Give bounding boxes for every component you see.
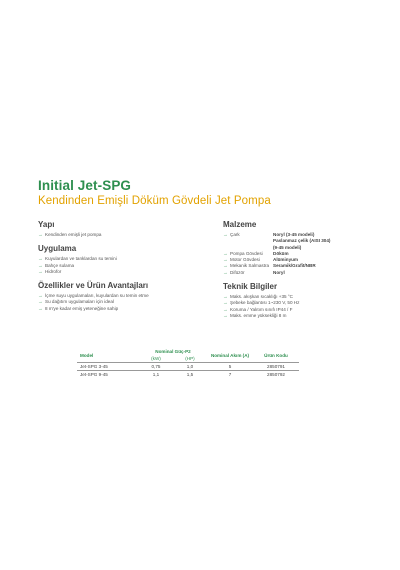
list-item: → Hidrofor: [38, 268, 62, 274]
arrow-icon: →: [223, 257, 228, 263]
cell-amp: 5: [207, 363, 253, 371]
arrow-icon: →: [38, 305, 43, 311]
section-ozellikler: [38, 281, 223, 312]
list-item: → Kuyulardan ve tanklardan su temini: [38, 256, 117, 262]
arrow-icon: →: [38, 256, 43, 262]
list-item: → Kendinden emişli jet pompa: [38, 232, 102, 237]
table-row: [77, 371, 299, 379]
page-title: Initial Jet-SPG: [38, 178, 132, 193]
arrow-icon: →: [223, 300, 228, 306]
list-item: → Bahçe sulama: [38, 262, 75, 268]
arrow-icon: →: [38, 232, 43, 237]
arrow-icon: →: [223, 312, 228, 318]
material-row: → Difüzör Noryl: [223, 269, 285, 275]
cell-amp: 7: [207, 371, 253, 379]
unit-hp: (HP): [185, 356, 195, 361]
section-teknik: [223, 282, 368, 319]
col-header-current: Nominal Akım (A): [210, 352, 250, 358]
col-header-code: Ürün Kodu: [264, 352, 288, 358]
material-row: → Çark Noryl (3-45 modeli) Paslanmaz çelik (AISI 304) (9-45 modeli): [223, 232, 331, 250]
col-header-model: Model: [80, 352, 94, 358]
left-column: [38, 220, 223, 318]
right-column: [223, 220, 368, 325]
cell-code: 2850791: [253, 363, 299, 371]
cell-kw: 0,75: [139, 363, 173, 371]
list-item: → Koruma / Yalıtım sınıfı IP44 / F: [223, 306, 293, 312]
arrow-icon: →: [38, 268, 43, 274]
arrow-icon: →: [223, 294, 228, 300]
list-item: → İçme suyu uygulamaları, kuyulardan su temin etme: [38, 293, 149, 299]
arrow-icon: →: [223, 269, 228, 275]
cell-kw: 1,1: [139, 371, 173, 379]
arrow-icon: →: [38, 299, 43, 305]
col-header-power: Nominal Güç-P2: [155, 349, 191, 354]
list-item: → Su dağıtım uygulamaları için ideal: [38, 299, 114, 305]
section-heading: Malzeme: [223, 220, 257, 229]
list-item: → Şebeke bağlantısı 1~230 V, 50 Hz: [223, 300, 300, 306]
material-row: → Motor Gövdesi Alüminyum: [223, 257, 299, 263]
cell-hp: 1,5: [173, 371, 207, 379]
section-heading: Uygulama: [38, 244, 77, 254]
arrow-icon: →: [223, 232, 228, 237]
list-item: → Maks. akışkan sıcaklığı +35 °C: [223, 294, 293, 300]
section-yapi: [38, 220, 223, 238]
material-row: → Mekanik Salmastra Seramik/Grafit/NBR: [223, 263, 316, 269]
cell-code: 2850792: [253, 371, 299, 379]
page-subtitle: Kendinden Emişli Döküm Gövdeli Jet Pompa: [38, 195, 271, 207]
cell-model: Jet-SPG 9-45: [77, 371, 139, 379]
unit-kw: (kW): [151, 356, 161, 361]
section-uygulama: [38, 244, 223, 275]
material-row: → Pompa Gövdesi Döküm: [223, 250, 289, 256]
table-header-row: [77, 348, 299, 355]
section-heading: Yapı: [38, 220, 55, 229]
arrow-icon: →: [38, 293, 43, 299]
arrow-icon: →: [223, 306, 228, 312]
cell-hp: 1,0: [173, 363, 207, 371]
section-heading: Teknik Bilgiler: [223, 282, 278, 292]
section-malzeme: [223, 220, 368, 276]
arrow-icon: →: [223, 263, 228, 269]
product-table: [77, 348, 299, 378]
arrow-icon: →: [38, 262, 43, 268]
section-heading: Özellikler ve Ürün Avantajları: [38, 281, 149, 291]
cell-model: Jet-SPG 3-45: [77, 363, 139, 371]
list-item: → Maks. emme yüksekliği 8 m: [223, 312, 287, 318]
table-row: [77, 363, 299, 371]
arrow-icon: →: [223, 250, 228, 256]
list-item: → 8 m'ye kadar emiş yeteneğine sahip: [38, 305, 119, 311]
